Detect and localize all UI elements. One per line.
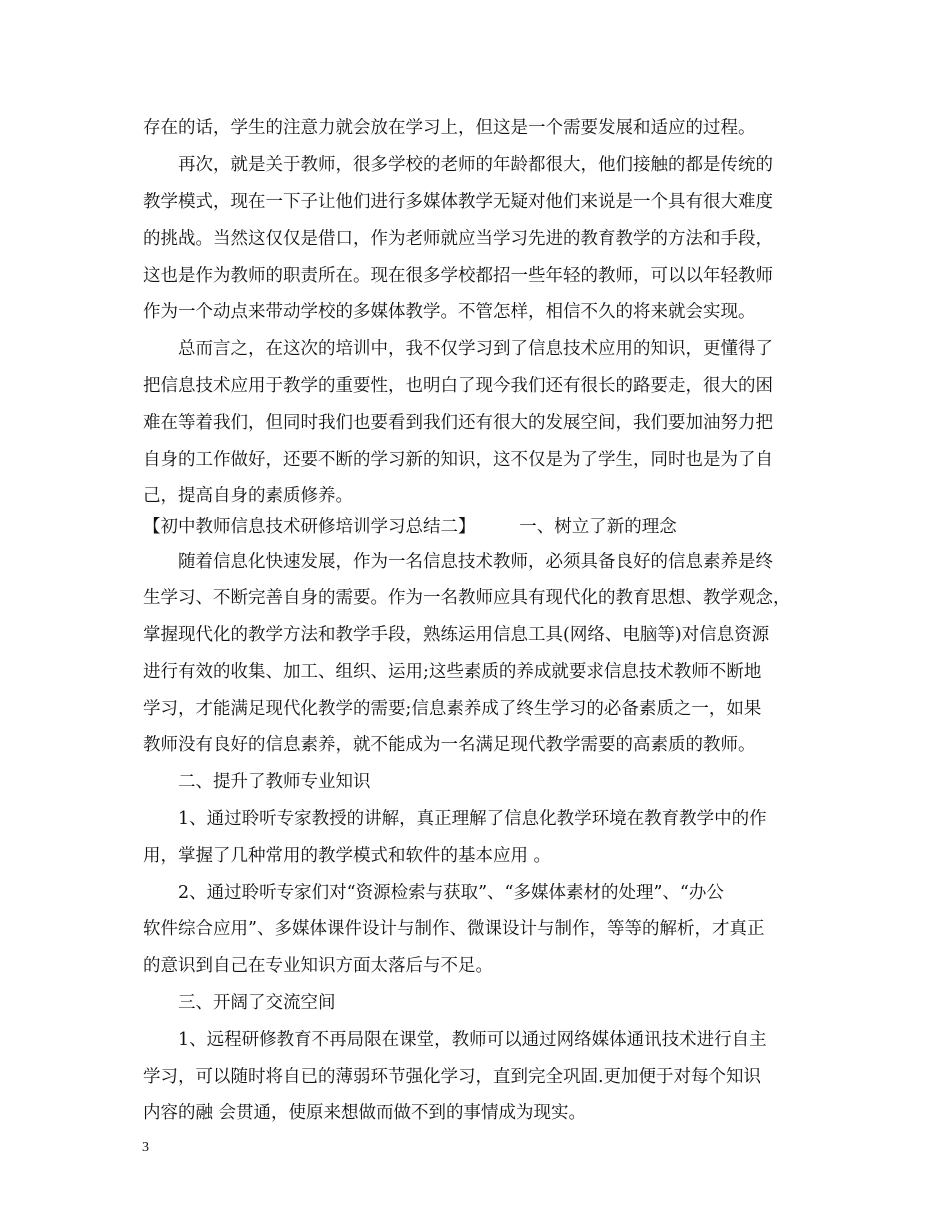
text-line: 2、通过聆听专家们对“资源检索与获取”、“多媒体素材的处理”、“办公 [143,883,724,903]
text-line: 总而言之，在这次的培训中，我不仅学习到了信息技术应用的知识，更懂得了 [143,339,773,359]
text-line: 难在等着我们，但同时我们也要看到我们还有很大的发展空间，我们要加油努力把 [143,413,773,433]
text-line: 这也是作为教师的职责所在。现在很多学校都招一些年轻的教师，可以以年轻教师 [143,266,773,286]
text-line: 学习，可以随时将自已的薄弱环节强化学习，直到完全巩固.更加便于对每个知识 [143,1067,762,1087]
text-line: 作为一个动点来带动学校的多媒体教学。不管怎样，相信不久的将来就会实现。 [143,302,756,322]
text-line: 掌握现代化的教学方法和教学手段，熟练运用信息工具(网络、电脑等)对信息资源 [143,625,770,645]
text-line: 内容的融 会贯通，使原来想做而做不到的事情成为现实。 [143,1103,587,1123]
text-line: 存在的话，学生的注意力就会放在学习上，但这是一个需要发展和适应的过程。 [143,118,756,138]
text-line: 教学模式，现在一下子让他们进行多媒体教学无疑对他们来说是一个具有很大难度 [143,192,773,212]
text-line: 软件综合应用”、多媒体课件设计与制作、微课设计与制作，等等的解析，才真正 [143,919,765,939]
text-line: 生学习、不断完善自身的需要。作为一名教师应具有现代化的教育思想、教学观念， [143,588,791,608]
text-line: 自身的工作做好，还要不断的学习新的知识，这不仅是为了学生，同时也是为了自 [143,450,773,470]
subheading: 三、开阔了交流空间 [143,993,336,1013]
text-line: 己，提高自身的素质修养。 [143,486,353,506]
page-number: 3 [142,1140,149,1155]
text-line: 随着信息化快速发展，作为一名信息技术教师，必须具备良好的信息素养是终 [143,552,773,572]
subheading: 二、提升了教师专业知识 [143,772,371,792]
text-line: 进行有效的收集、加工、组织、运用;这些素质的养成就要求信息技术教师不断地 [143,662,762,682]
text-line: 1、通过聆听专家教授的讲解，真正理解了信息化教学环境在教育教学中的作 [143,809,767,829]
text-line: 教师没有良好的信息素养，就不能成为一名满足现代教学需要的高素质的教师。 [143,735,756,755]
text-line: 的挑战。当然这仅仅是借口，作为老师就应当学习先进的教育教学的方法和手段， [143,229,773,249]
text-line: 1、远程研修教育不再局限在课堂，教师可以通过网络媒体通讯技术进行自主 [143,1030,767,1050]
text-line: 把信息技术应用于教学的重要性，也明白了现今我们还有很长的路要走，很大的困 [143,376,773,396]
section-heading: 【初中教师信息技术研修培训学习总结二】 一、树立了新的理念 [143,517,677,537]
text-line: 用，掌握了几种常用的教学模式和软件的基本应用 。 [143,846,552,866]
text-line: 的意识到自己在专业知识方面太落后与不足。 [143,956,493,976]
text-line: 再次，就是关于教师，很多学校的老师的年龄都很大，他们接触的都是传统的 [143,155,773,175]
text-line: 学习，才能满足现代化教学的需要;信息素养成了终生学习的必备素质之一，如果 [143,699,762,719]
